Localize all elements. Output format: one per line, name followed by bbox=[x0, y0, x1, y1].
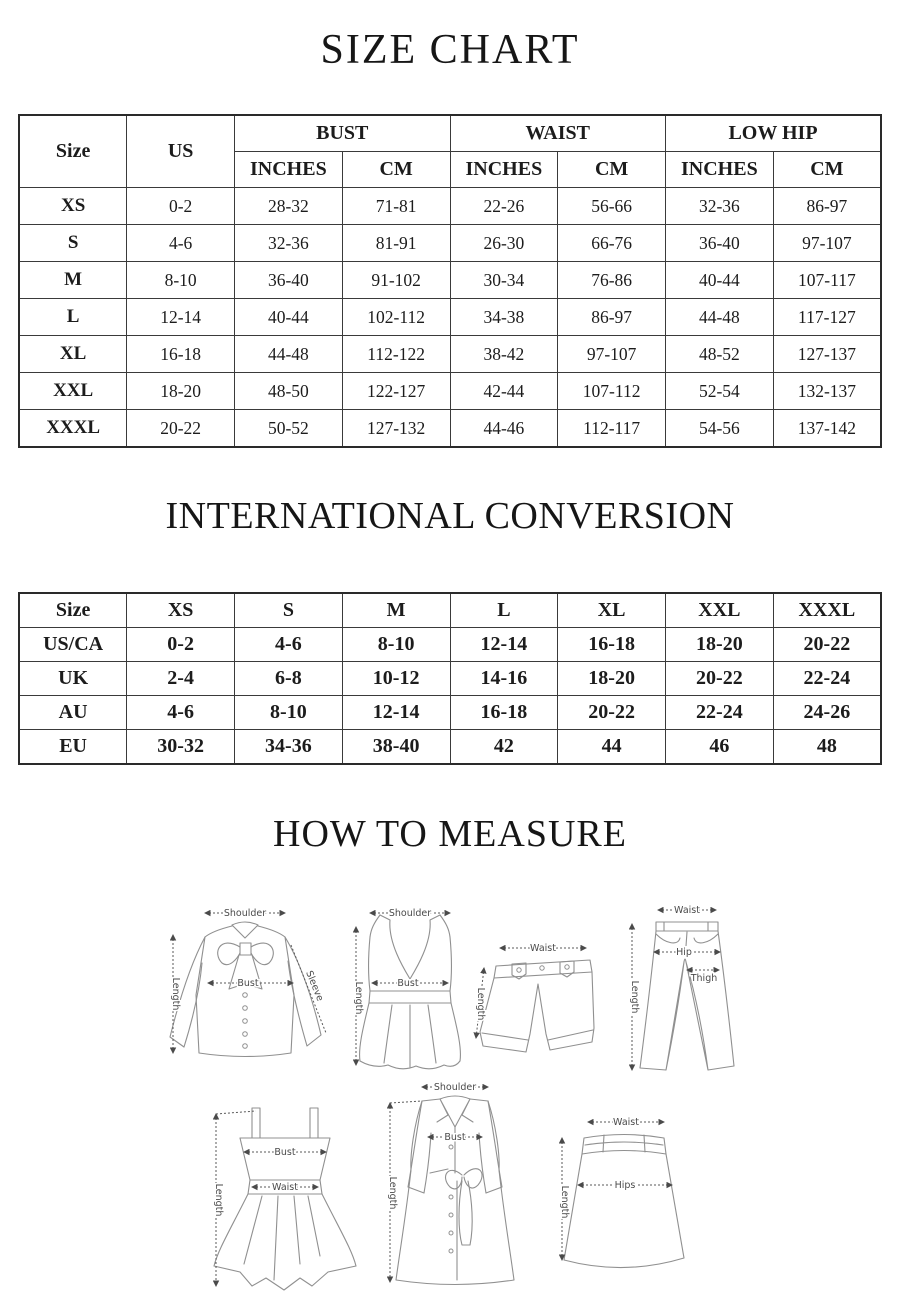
skirt-figure bbox=[552, 1110, 692, 1280]
size-label-cell: M bbox=[19, 262, 127, 299]
header-cell-waist: WAIST bbox=[450, 115, 666, 152]
size-value-cell: 107-112 bbox=[558, 373, 666, 410]
svg-text:Thigh: Thigh bbox=[690, 973, 718, 984]
conversion-value-cell: 14-16 bbox=[450, 662, 558, 696]
conversion-value-cell: 42 bbox=[450, 730, 558, 765]
svg-text:Length: Length bbox=[559, 1185, 570, 1219]
conversion-value-cell: 6-8 bbox=[235, 662, 343, 696]
header-cell-inches: INCHES bbox=[666, 152, 774, 188]
size-value-cell: 20-22 bbox=[127, 410, 235, 448]
svg-text:Length: Length bbox=[213, 1183, 224, 1217]
size-chart-group-header-row bbox=[19, 115, 881, 152]
conversion-header-cell: S bbox=[235, 593, 343, 628]
region-label-cell: UK bbox=[19, 662, 127, 696]
size-chart-row bbox=[19, 410, 881, 448]
header-cell-size: Size bbox=[19, 115, 127, 188]
size-value-cell: 127-132 bbox=[342, 410, 450, 448]
size-value-cell: 8-10 bbox=[127, 262, 235, 299]
measure-title: HOW TO MEASURE bbox=[273, 813, 627, 855]
conversion-value-cell: 16-18 bbox=[558, 628, 666, 662]
size-value-cell: 66-76 bbox=[558, 225, 666, 262]
svg-text:Length: Length bbox=[170, 977, 181, 1011]
size-value-cell: 71-81 bbox=[342, 188, 450, 225]
header-cell-cm: CM bbox=[773, 152, 881, 188]
conversion-value-cell: 20-22 bbox=[666, 662, 774, 696]
conversion-value-cell: 8-10 bbox=[342, 628, 450, 662]
conversion-value-cell: 44 bbox=[558, 730, 666, 765]
header-cell-bust: BUST bbox=[235, 115, 451, 152]
size-label-cell: S bbox=[19, 225, 127, 262]
conversion-header-cell: M bbox=[342, 593, 450, 628]
size-chart-row bbox=[19, 336, 881, 373]
size-value-cell: 36-40 bbox=[235, 262, 343, 299]
conversion-header-cell: L bbox=[450, 593, 558, 628]
size-value-cell: 56-66 bbox=[558, 188, 666, 225]
size-value-cell: 48-52 bbox=[666, 336, 774, 373]
svg-text:Length: Length bbox=[475, 987, 486, 1021]
svg-text:Waist: Waist bbox=[674, 905, 700, 916]
svg-text:Waist: Waist bbox=[613, 1117, 639, 1128]
svg-text:Bust: Bust bbox=[397, 978, 419, 989]
size-value-cell: 44-48 bbox=[666, 299, 774, 336]
pants-figure bbox=[620, 900, 738, 1075]
size-value-cell: 42-44 bbox=[450, 373, 558, 410]
conversion-value-cell: 12-14 bbox=[450, 628, 558, 662]
shorts-figure bbox=[466, 938, 608, 1060]
size-label-cell: XL bbox=[19, 336, 127, 373]
region-label-cell: EU bbox=[19, 730, 127, 765]
size-value-cell: 102-112 bbox=[342, 299, 450, 336]
size-chart-row bbox=[19, 299, 881, 336]
size-label-cell: L bbox=[19, 299, 127, 336]
size-chart-row bbox=[19, 188, 881, 225]
size-chart-row bbox=[19, 373, 881, 410]
size-value-cell: 50-52 bbox=[235, 410, 343, 448]
svg-text:Shoulder: Shoulder bbox=[388, 908, 432, 919]
size-chart-row bbox=[19, 225, 881, 262]
size-value-cell: 44-46 bbox=[450, 410, 558, 448]
conversion-header-cell: Size bbox=[19, 593, 127, 628]
conversion-header-cell: XXL bbox=[666, 593, 774, 628]
size-value-cell: 4-6 bbox=[127, 225, 235, 262]
svg-text:Hips: Hips bbox=[614, 1180, 636, 1191]
conversion-value-cell: 0-2 bbox=[127, 628, 235, 662]
tank-top-figure bbox=[344, 903, 476, 1081]
conversion-row bbox=[19, 628, 881, 662]
size-value-cell: 52-54 bbox=[666, 373, 774, 410]
conversion-header-row bbox=[19, 593, 881, 628]
conversion-row bbox=[19, 730, 881, 765]
size-value-cell: 18-20 bbox=[127, 373, 235, 410]
conversion-value-cell: 2-4 bbox=[127, 662, 235, 696]
size-value-cell: 36-40 bbox=[666, 225, 774, 262]
svg-text:Length: Length bbox=[387, 1176, 398, 1210]
header-cell-lowhip: LOW HIP bbox=[666, 115, 882, 152]
size-value-cell: 12-14 bbox=[127, 299, 235, 336]
size-value-cell: 81-91 bbox=[342, 225, 450, 262]
size-value-cell: 76-86 bbox=[558, 262, 666, 299]
svg-text:Bust: Bust bbox=[274, 1147, 296, 1158]
svg-text:Waist: Waist bbox=[530, 943, 556, 954]
size-value-cell: 38-42 bbox=[450, 336, 558, 373]
size-value-cell: 54-56 bbox=[666, 410, 774, 448]
size-value-cell: 0-2 bbox=[127, 188, 235, 225]
region-label-cell: US/CA bbox=[19, 628, 127, 662]
header-cell-us: US bbox=[127, 115, 235, 188]
size-value-cell: 40-44 bbox=[235, 299, 343, 336]
size-value-cell: 132-137 bbox=[773, 373, 881, 410]
size-chart-table bbox=[18, 114, 882, 448]
size-value-cell: 91-102 bbox=[342, 262, 450, 299]
size-value-cell: 112-117 bbox=[558, 410, 666, 448]
conversion-header-cell: XL bbox=[558, 593, 666, 628]
svg-text:Bust: Bust bbox=[444, 1132, 466, 1143]
size-value-cell: 86-97 bbox=[558, 299, 666, 336]
conversion-header-cell: XXXL bbox=[773, 593, 881, 628]
size-label-cell: XS bbox=[19, 188, 127, 225]
region-label-cell: AU bbox=[19, 696, 127, 730]
svg-text:Shoulder: Shoulder bbox=[223, 908, 267, 919]
conversion-value-cell: 4-6 bbox=[235, 628, 343, 662]
size-value-cell: 40-44 bbox=[666, 262, 774, 299]
conversion-value-cell: 22-24 bbox=[666, 696, 774, 730]
dress-figure bbox=[200, 1100, 372, 1292]
header-cell-cm: CM bbox=[558, 152, 666, 188]
size-value-cell: 26-30 bbox=[450, 225, 558, 262]
conversion-value-cell: 8-10 bbox=[235, 696, 343, 730]
conversion-value-cell: 24-26 bbox=[773, 696, 881, 730]
conversion-title: INTERNATIONAL CONVERSION bbox=[165, 495, 735, 537]
header-cell-inches: INCHES bbox=[235, 152, 343, 188]
conversion-table bbox=[18, 592, 882, 765]
size-value-cell: 44-48 bbox=[235, 336, 343, 373]
size-value-cell: 112-122 bbox=[342, 336, 450, 373]
size-value-cell: 34-38 bbox=[450, 299, 558, 336]
coat-figure bbox=[378, 1075, 530, 1300]
size-chart-row bbox=[19, 262, 881, 299]
size-value-cell: 137-142 bbox=[773, 410, 881, 448]
page-title: SIZE CHART bbox=[320, 27, 580, 73]
blouse-figure bbox=[150, 895, 345, 1080]
size-value-cell: 97-107 bbox=[558, 336, 666, 373]
svg-text:Hip: Hip bbox=[676, 947, 692, 958]
size-value-cell: 122-127 bbox=[342, 373, 450, 410]
conversion-value-cell: 34-36 bbox=[235, 730, 343, 765]
size-label-cell: XXL bbox=[19, 373, 127, 410]
header-cell-inches: INCHES bbox=[450, 152, 558, 188]
conversion-row bbox=[19, 662, 881, 696]
svg-text:Length: Length bbox=[629, 980, 640, 1014]
header-cell-cm: CM bbox=[342, 152, 450, 188]
conversion-value-cell: 48 bbox=[773, 730, 881, 765]
svg-text:Sleeve: Sleeve bbox=[303, 969, 326, 1003]
conversion-value-cell: 4-6 bbox=[127, 696, 235, 730]
svg-text:Waist: Waist bbox=[272, 1182, 298, 1193]
conversion-value-cell: 10-12 bbox=[342, 662, 450, 696]
size-value-cell: 16-18 bbox=[127, 336, 235, 373]
size-value-cell: 107-117 bbox=[773, 262, 881, 299]
svg-text:Bust: Bust bbox=[237, 978, 259, 989]
size-value-cell: 127-137 bbox=[773, 336, 881, 373]
size-value-cell: 32-36 bbox=[666, 188, 774, 225]
conversion-value-cell: 20-22 bbox=[558, 696, 666, 730]
conversion-value-cell: 18-20 bbox=[666, 628, 774, 662]
size-value-cell: 22-26 bbox=[450, 188, 558, 225]
size-value-cell: 30-34 bbox=[450, 262, 558, 299]
conversion-value-cell: 46 bbox=[666, 730, 774, 765]
conversion-value-cell: 20-22 bbox=[773, 628, 881, 662]
conversion-value-cell: 12-14 bbox=[342, 696, 450, 730]
size-value-cell: 86-97 bbox=[773, 188, 881, 225]
conversion-value-cell: 30-32 bbox=[127, 730, 235, 765]
conversion-row bbox=[19, 696, 881, 730]
size-value-cell: 32-36 bbox=[235, 225, 343, 262]
conversion-value-cell: 22-24 bbox=[773, 662, 881, 696]
conversion-value-cell: 38-40 bbox=[342, 730, 450, 765]
size-value-cell: 117-127 bbox=[773, 299, 881, 336]
conversion-value-cell: 16-18 bbox=[450, 696, 558, 730]
conversion-header-cell: XS bbox=[127, 593, 235, 628]
size-value-cell: 97-107 bbox=[773, 225, 881, 262]
size-value-cell: 48-50 bbox=[235, 373, 343, 410]
size-label-cell: XXXL bbox=[19, 410, 127, 448]
conversion-value-cell: 18-20 bbox=[558, 662, 666, 696]
svg-text:Shoulder: Shoulder bbox=[433, 1082, 477, 1093]
size-value-cell: 28-32 bbox=[235, 188, 343, 225]
svg-text:Length: Length bbox=[353, 981, 364, 1015]
